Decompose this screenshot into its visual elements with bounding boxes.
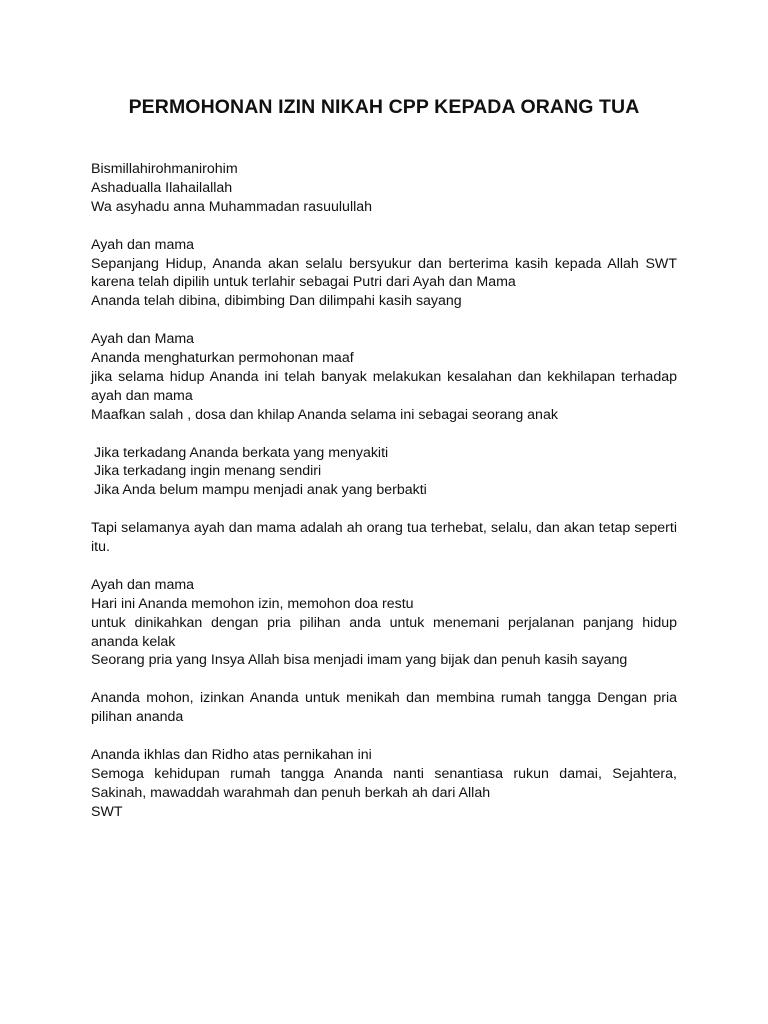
stanza-gratitude [91, 236, 677, 312]
stanza-apology [91, 330, 677, 425]
text-line: Ananda ikhlas dan Ridho atas pernikahan ini [91, 746, 372, 763]
stanza-tribute [91, 519, 677, 557]
stanza-request [91, 576, 677, 671]
text-line: Ananda menghaturkan permohonan maaf [91, 350, 354, 367]
text-line: Sepanjang Hidup, Ananda akan selalu bersyukur dan berterima kasih kepada Allah SWT karena telah dipilih untuk terlahir sebagai Putri dari Ayah dan Mama [91, 255, 677, 291]
text-line: Tapi selamanya ayah dan mama adalah ah orang tua terhebat, selalu, dan akan tetap seperti itu. [91, 520, 677, 556]
text-line: untuk dinikahkan dengan pria pilihan anda untuk menemani perjalanan panjang hidup ananda kelak [91, 614, 677, 650]
text-line: Hari ini Ananda memohon izin, memohon doa restu [91, 595, 414, 612]
text-line: Seorang pria yang Insya Allah bisa menjadi imam yang bijak dan penuh kasih sayang [91, 652, 628, 669]
text-line: jika selama hidup Ananda ini telah banyak melakukan kesalahan dan kekhilapan terhadap ayah dan mama [91, 368, 677, 404]
stanza-permission [91, 689, 677, 727]
text-line: Ayah dan mama [91, 576, 195, 593]
text-line: Wa asyhadu anna Muhammadan rasuulullah [91, 198, 373, 215]
text-line: Maafkan salah , dosa dan khilap Ananda selama ini sebagai seorang anak [91, 406, 558, 423]
text-line: SWT [91, 803, 123, 820]
text-line: Bismillahirohmanirohim [91, 161, 238, 177]
stanza-regrets [91, 444, 677, 501]
stanza-closing [91, 746, 677, 822]
text-line: Ayah dan mama [91, 236, 195, 253]
document-title: PERMOHONAN IZIN NIKAH CPP KEPADA ORANG TUA [128, 96, 640, 118]
text-line: Ayah dan Mama [91, 331, 195, 348]
text-line: Semoga kehidupan rumah tangga Ananda nanti senantiasa rukun damai, Sejahtera, Sakinah, mawaddah warahmah dan penuh berkah ah dari Allah [91, 765, 677, 801]
text-line: Ananda mohon, izinkan Ananda untuk menikah dan membina rumah tangga Dengan pria pilihan ananda [91, 690, 677, 726]
text-line: Jika Anda belum mampu menjadi anak yang berbakti [94, 482, 427, 499]
document-body [91, 160, 677, 841]
stanza-opening [91, 160, 677, 217]
text-line: Jika terkadang ingin menang sendiri [94, 463, 322, 480]
text-line: Ashadualla Ilahailallah [91, 179, 233, 196]
text-line: Ananda telah dibina, dibimbing Dan dilimpahi kasih sayang [91, 293, 462, 310]
text-line: Jika terkadang Ananda berkata yang menyakiti [94, 444, 389, 461]
